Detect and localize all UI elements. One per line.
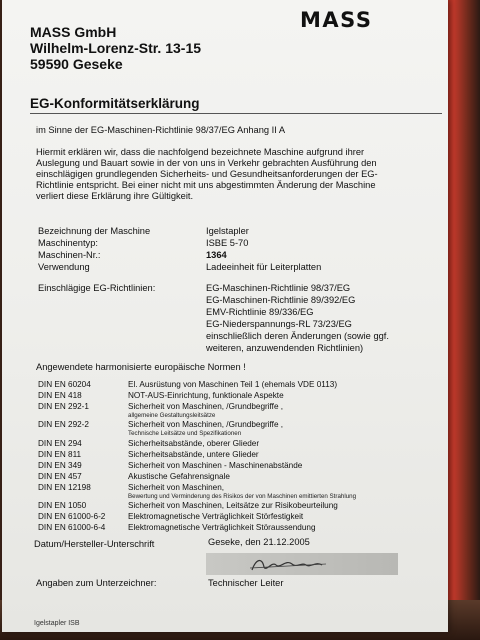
company-name: MASS GmbH [30,24,117,40]
norm-description: Sicherheitsabstände, untere Glieder [128,450,259,459]
norm-code: DIN EN 61000-6-2 [38,512,106,521]
norm-code: DIN EN 811 [38,450,82,459]
norm-code: DIN EN 349 [38,461,82,470]
directive-line-6: weiteren, anzuwendenden Richtlinien) [206,343,364,353]
norm-code: DIN EN 12198 [38,483,91,492]
norm-code: DIN EN 294 [38,439,82,448]
norm-description: El. Ausrüstung von Maschinen Teil 1 (ehemals VDE 0113) [128,380,338,389]
norm-description: Sicherheit von Maschinen, /Grundbegriffe , [128,402,284,411]
company-logo: MASS [300,8,373,32]
intro-line-3: einschlägigen grundlegenden Sicherheits- und Gesundheitsanforderungen der EG- [36,169,378,179]
norm-subtext: allgemeine Gestaltungsleitsätze [128,412,216,419]
norm-description: Akustische Gefahrensignale [128,472,230,481]
norm-code: DIN EN 60204 [38,380,91,389]
norm-subtext: Bewertung und Verminderung des Risikos der von Maschinen emittierten Strahlung [128,493,357,500]
directives-label: Einschlägige EG-Richtlinien: [38,283,156,293]
machine-value-designation: Igelstapler [206,226,249,236]
intro-line-1: Hiermit erklären wir, dass die nachfolgend bezeichnete Maschine aufgrund ihrer [36,147,365,157]
norm-code: DIN EN 457 [38,472,82,481]
directive-line-4: EG-Niederspannungs-RL 73/23/EG [206,319,352,329]
signer-value: Technischer Leiter [208,578,284,588]
norm-description: Sicherheitsabstände, oberer Glieder [128,439,260,448]
norm-description: Sicherheit von Maschinen, /Grundbegriffe , [128,420,284,429]
handwritten-signature [206,553,398,575]
norm-description: NOT-AUS-Einrichtung, funktionale Aspekte [128,391,284,400]
norm-code: DIN EN 418 [38,391,82,400]
machine-label-number: Maschinen-Nr.: [38,250,101,260]
machine-label-type: Maschinentyp: [38,238,98,248]
machine-value-type: ISBE 5-70 [206,238,249,248]
machine-value-usage: Ladeeinheit für Leiterplatten [206,262,322,272]
machine-label-usage: Verwendung [38,262,90,272]
date-value: Geseke, den 21.12.2005 [208,537,310,547]
directive-line-1: EG-Maschinen-Richtlinie 98/37/EG [206,283,351,293]
directive-line-3: EMV-Richtlinie 89/336/EG [206,307,314,317]
machine-value-number: 1364 [206,250,227,260]
machine-label-designation: Bezeichnung der Maschine [38,226,151,236]
norm-code: DIN EN 1050 [38,501,87,510]
date-signature-label: Datum/Hersteller-Unterschrift [34,539,155,549]
directive-line-2: EG-Maschinen-Richtlinie 89/392/EG [206,295,356,305]
norms-heading: Angewendete harmonisierte europäische Normen ! [36,362,246,372]
norm-description: Sicherheit von Maschinen, Leitsätze zur Risikobeurteilung [128,501,338,510]
norm-description: Elektromagnetische Verträglichkeit Störaussendung [128,523,316,532]
norm-code: DIN EN 292-1 [38,402,89,411]
declaration-document [2,0,448,632]
signer-label: Angaben zum Unterzeichner: [36,578,157,588]
subtitle: im Sinne der EG-Maschinen-Richtlinie 98/37/EG Anhang II A [36,125,286,135]
norm-description: Elektromagnetische Verträglichkeit Störfestigkeit [128,512,304,521]
directive-line-5: einschließlich deren Änderungen (sowie ggf. [206,331,389,341]
intro-line-4: Richtlinie entspricht. Bei einer nicht mit uns abgestimmten Änderung der Maschine [36,180,376,190]
signature-stamp [206,553,398,575]
document-title: EG-Konformitätserklärung [30,96,200,111]
norm-code: DIN EN 292-2 [38,420,89,429]
company-street: Wilhelm-Lorenz-Str. 13-15 [30,40,202,56]
norm-subtext: Technische Leitsätze und Spezifikationen [128,430,242,437]
company-address [30,24,201,72]
title-divider [30,113,442,114]
company-city: 59590 Geseke [30,56,123,72]
intro-line-5: verliert diese Erklärung ihre Gültigkeit. [36,191,194,201]
norm-description: Sicherheit von Maschinen, [128,483,225,492]
footer-text: Igelstapler ISB [34,620,80,627]
norm-description: Sicherheit von Maschinen - Maschinenabstände [128,461,303,470]
norm-code: DIN EN 61000-6-4 [38,523,106,532]
intro-line-2: Auslegung und Bauart sowie in der von uns in Verkehr gebrachten Ausführung den [36,158,377,168]
